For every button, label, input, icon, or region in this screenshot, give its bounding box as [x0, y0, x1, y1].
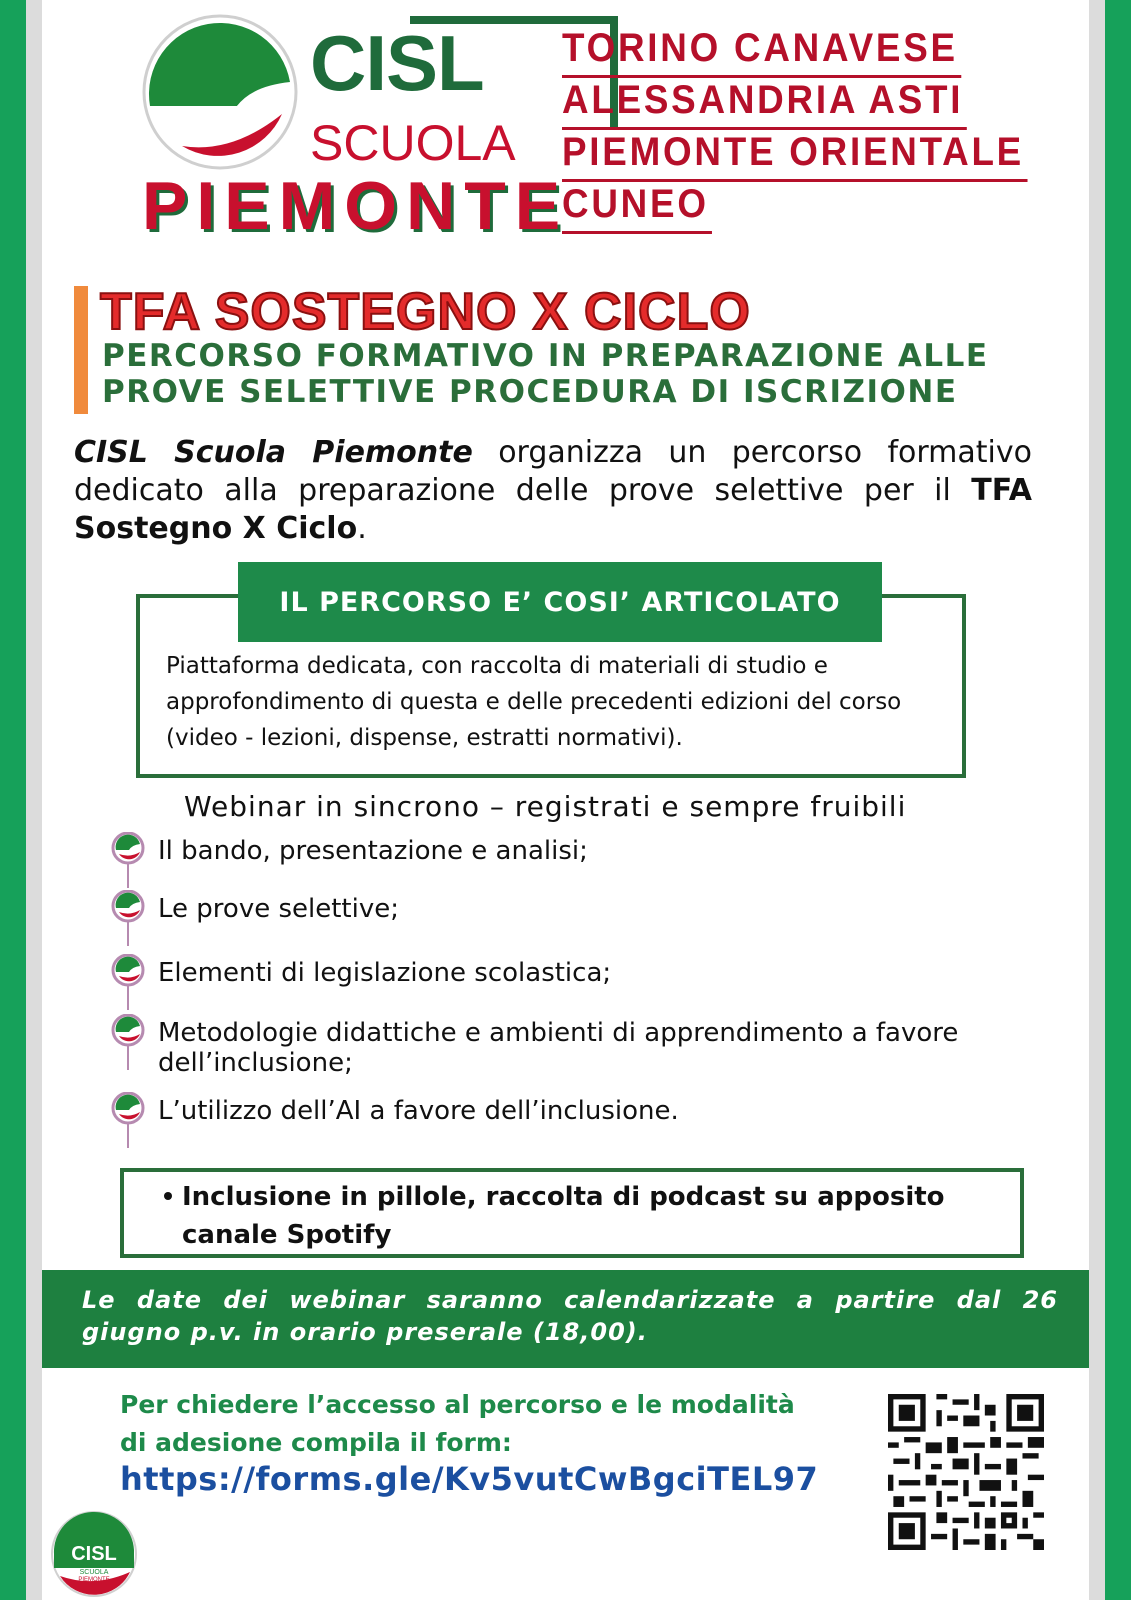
podcast-text-line: Inclusione in pillole, raccolta di podcast su apposito: [182, 1182, 945, 1212]
cisl-scuola-piemonte-logo: [142, 14, 572, 244]
flyer-page: [42, 0, 1089, 1600]
course-structure-heading: IL PERCORSO E’ COSI’ ARTICOLATO: [238, 562, 882, 642]
logo-piemonte-text: PIEMONTE: [142, 168, 570, 244]
footer-logo-cisl: CISL: [71, 1543, 117, 1565]
page-subtitle: [102, 338, 1062, 410]
qr-code-icon[interactable]: [888, 1394, 1044, 1550]
list-item-text: Metodologie didattiche e ambienti di apprendimento a favore dell’inclusione;: [158, 1018, 959, 1078]
city-list: [562, 26, 1068, 234]
left-border: [0, 0, 26, 1600]
webinar-title: Webinar in sincrono – registrati e sempre fruibili: [184, 790, 907, 823]
left-gray-strip: [26, 0, 42, 1600]
intro-text: organizza un percorso formativo dedicato alla preparazione delle prove selettive per il: [74, 435, 1032, 508]
intro-org: CISL Scuola Piemonte: [74, 435, 473, 470]
intro-end: .: [357, 511, 367, 546]
page-title: TFA SOSTEGNO X CICLO: [100, 283, 751, 341]
city-item: CUNEO: [562, 182, 712, 234]
footer-logo-piemonte: PIEMONTE: [78, 1577, 110, 1583]
city-item: PIEMONTE ORIENTALE: [562, 130, 1028, 182]
city-item: ALESSANDRIA ASTI: [562, 78, 967, 130]
map-pin-icon: [110, 1092, 146, 1148]
form-instructions-line: Per chiedere l’accesso al percorso e le modalità: [120, 1390, 795, 1419]
right-gray-strip: [1089, 0, 1105, 1600]
list-item-text: Elementi di legislazione scolastica;: [158, 958, 612, 988]
title-accent-bar: [74, 286, 88, 414]
podcast-text-line: canale Spotify: [182, 1220, 392, 1250]
map-pin-icon: [110, 890, 146, 946]
list-item-text: L’utilizzo dell’AI a favore dell’inclusione.: [158, 1096, 679, 1126]
cisl-footer-logo-icon: [50, 1510, 138, 1598]
logo-scuola-text: SCUOLA: [310, 115, 516, 171]
bullet-dot-icon: [164, 1192, 172, 1200]
course-structure-text: Piattaforma dedicata, con raccolta di materiali di studio e approfondimento di questa e delle precedenti edizioni del corso (video - lezioni, dispense, estratti normativi).: [166, 653, 902, 751]
footer-logo-scuola: SCUOLA: [79, 1569, 109, 1576]
list-item-text: Il bando, presentazione e analisi;: [158, 836, 588, 866]
form-instructions: [120, 1386, 860, 1462]
list-item-text: Le prove selettive;: [158, 894, 399, 924]
form-instructions-line: di adesione compila il form:: [120, 1428, 512, 1457]
subtitle-line: PERCORSO FORMATIVO IN PREPARAZIONE ALLE: [102, 338, 989, 374]
subtitle-line: PROVE SELETTIVE PROCEDURA DI ISCRIZIONE: [102, 374, 958, 410]
map-pin-icon: [110, 954, 146, 1010]
map-pin-icon: [110, 1014, 146, 1070]
dates-banner: [42, 1270, 1089, 1368]
right-border: [1105, 0, 1131, 1600]
map-pin-icon: [110, 832, 146, 888]
podcast-text: [182, 1178, 982, 1254]
logo-cisl-text: CISL: [310, 19, 484, 107]
intro-paragraph: [74, 434, 1032, 548]
form-link[interactable]: https://forms.gle/Kv5vutCwBgciTEL97: [120, 1460, 819, 1498]
dates-banner-text: Le date dei webinar saranno calendarizzate a partire dal 26 giugno p.v. in orario preserale (18,00).: [82, 1286, 1058, 1346]
cisl-circle-logo-icon: [142, 14, 302, 174]
city-item: TORINO CANAVESE: [562, 26, 961, 78]
intro-course: TFA Sostegno X Ciclo: [74, 473, 1032, 546]
